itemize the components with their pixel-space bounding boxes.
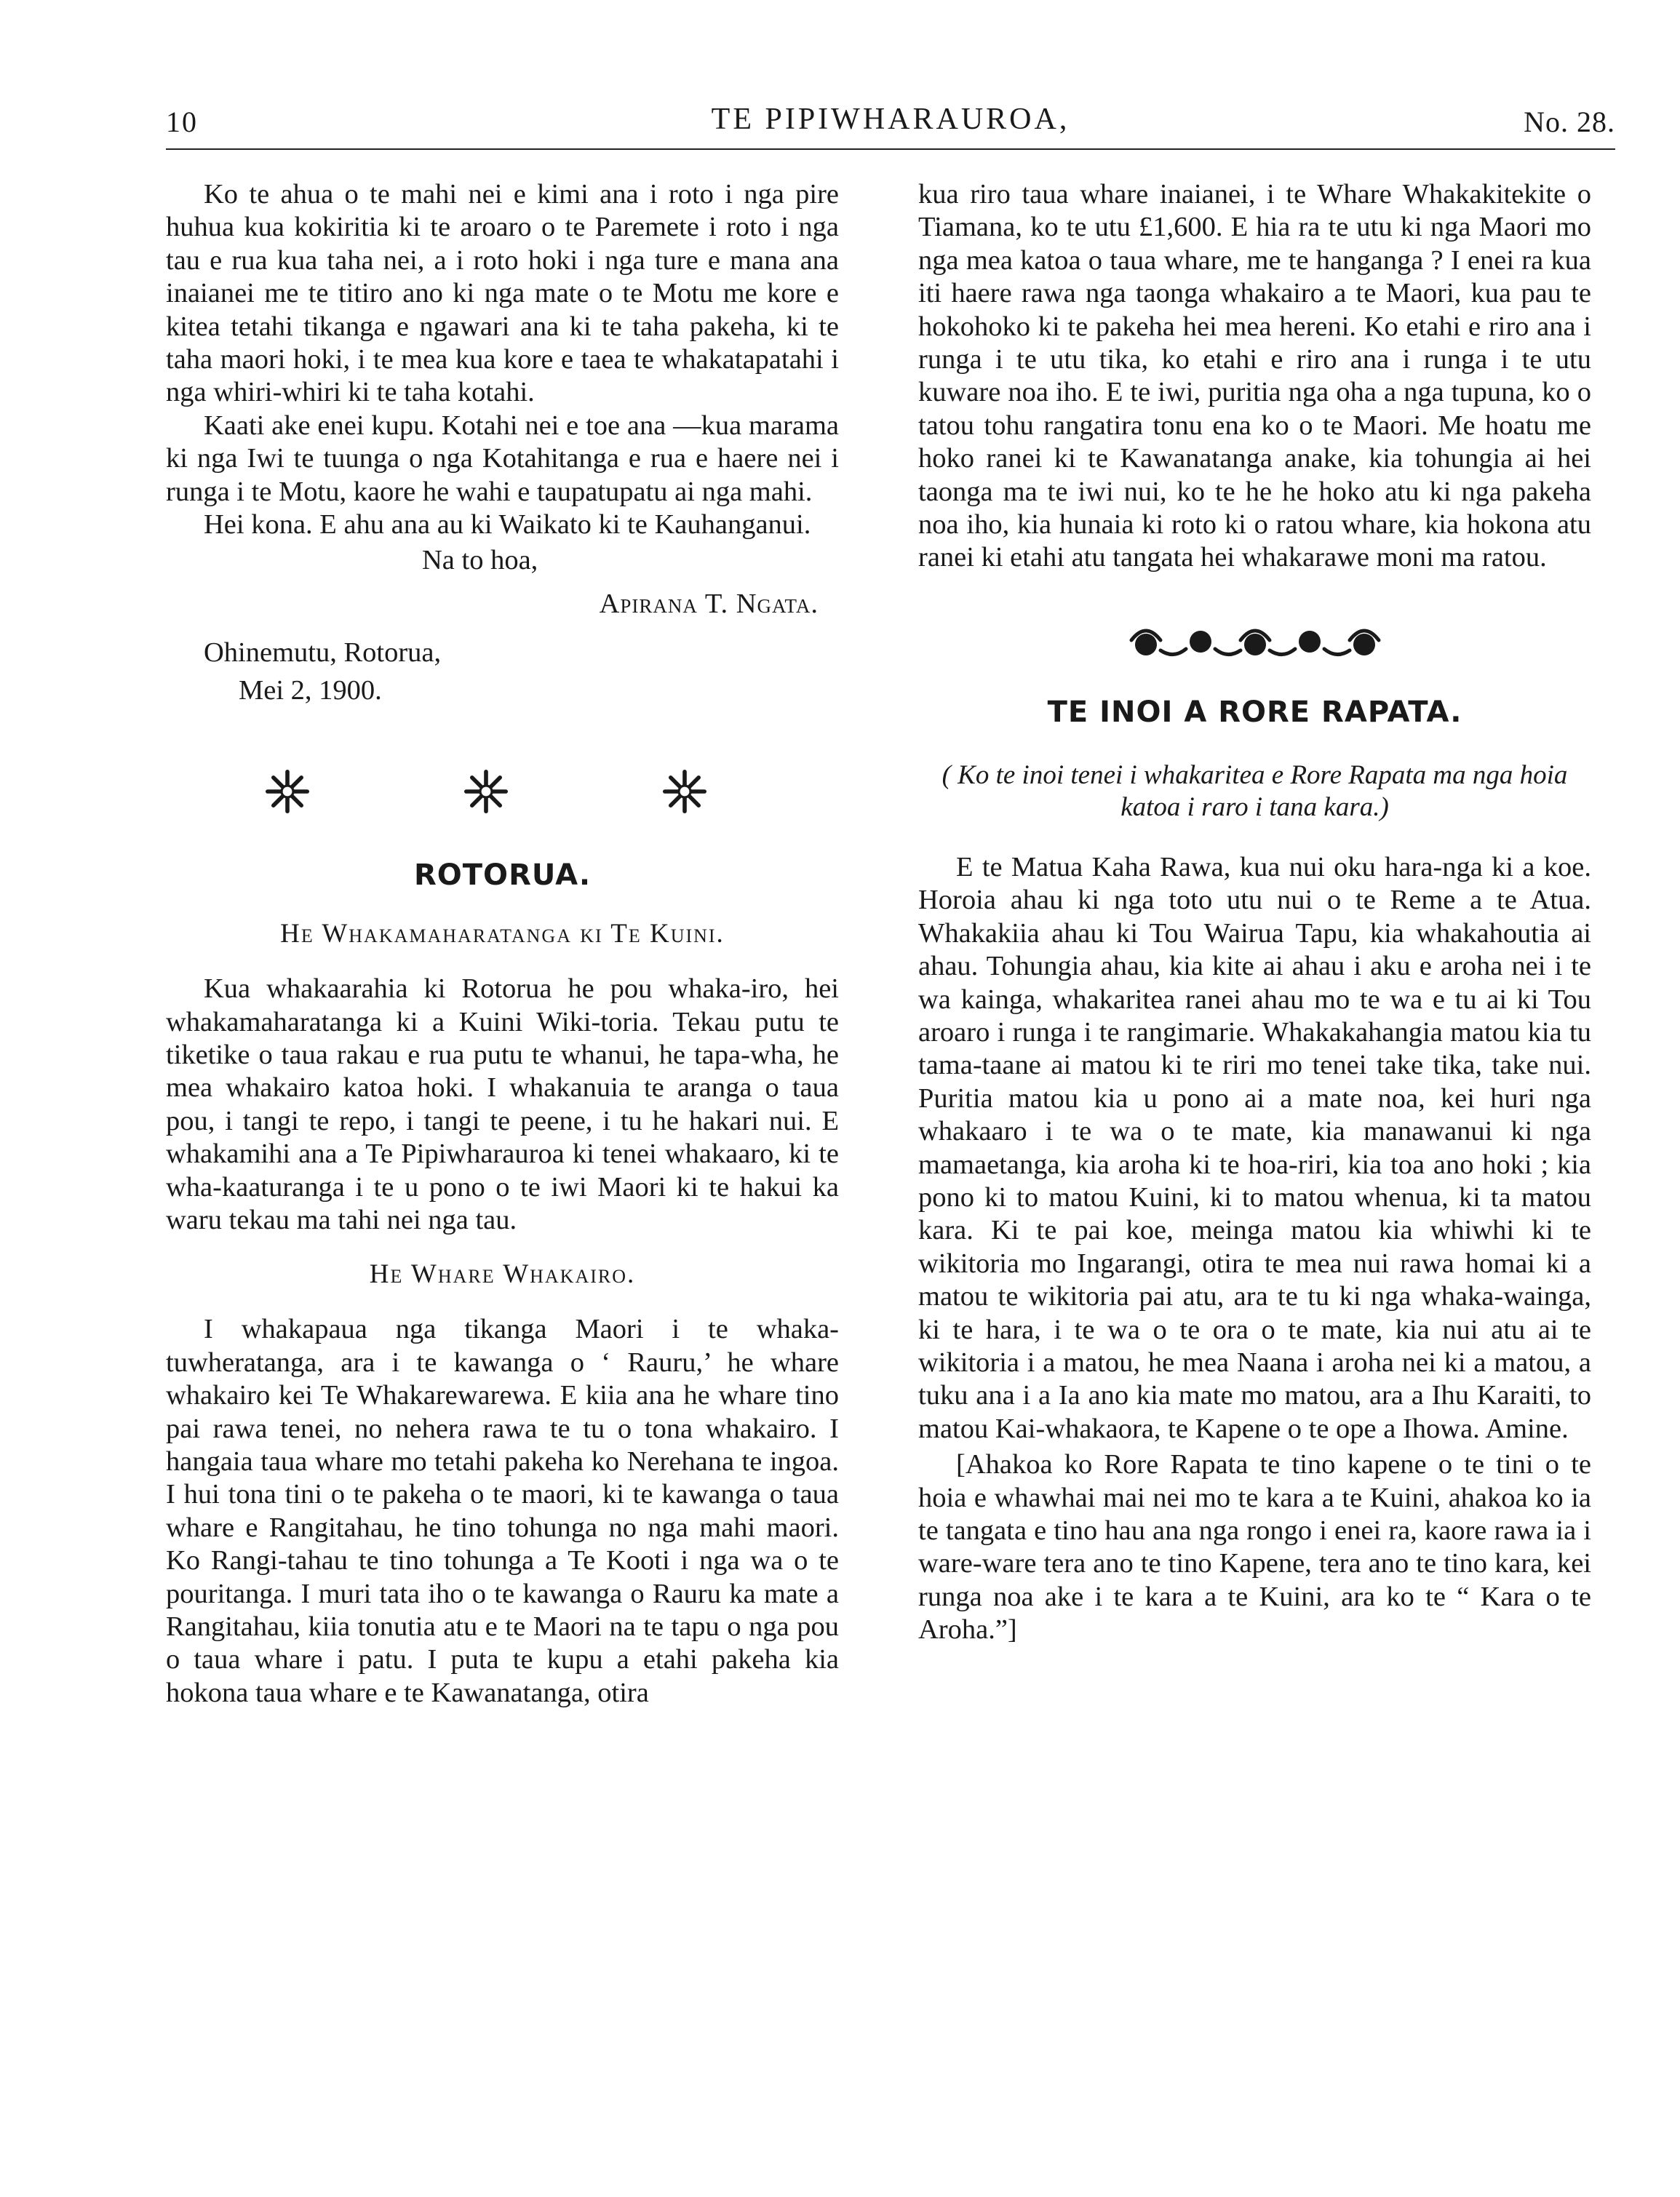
subheading-kuini: He Whakamaharatanga ki Te Kuini. [280, 919, 725, 949]
letter-date: Mei 2, 1900. [239, 674, 382, 706]
letter-signature: Apirana T. Ngata. [599, 588, 819, 619]
rotorua-paragraph: Kua whakaarahia ki Rotorua he pou whaka-iro, hei whakamaharatanga ki a Kuini Wiki-toria. Tekau putu te tiketike o taua rakau e rua putu te whanui, he tapa-wha, he mea whakairo katoa hoki. I whakanuia te aranga o taua pou, i tangi te repo, i tangi te peene, i tu he hakari nui. E whakamihi ana a Te Pipiwharauroa ki tenei whakaaro, ki te wha-kaaturanga i te u pono o te iwi Maori ki te hakui ka waru tekau ma tahi nei nga tau. [166, 973, 839, 1235]
subheading-whare-whakairo: He Whare Whakairo. [369, 1259, 636, 1290]
asterism-ornament-icon [264, 768, 311, 815]
page-header [166, 102, 1615, 150]
page-number: 10 [166, 105, 198, 138]
section-heading-inoi: TE INOI A RORE RAPATA. [1047, 695, 1462, 729]
continuation-paragraph: kua riro taua whare inaianei, i te Whare Whakakitekite o Tiamana, ko te utu £1,600. E hia ra te utu ki nga Maori mo nga mea katoa o taua whare, me te hanganga ? I enei ra kua iti haere rawa nga taonga whakairo a te Maori, kua pau te hokohoko ki te pakeha hei mea hereni. Ko etahi e riro ana i runga i te utu tika, ko etahi e riro ana i runga i te utu kuware noa iho. E te iwi, puritia nga oha a nga tupuna, ko o tatou tohu rangatira tonu ena ko o te Maori. Me hoatu me hoko ranei ki te Kawanatanga anake, kia tohungia ai hei taonga ma te iwi nui, ko te he he hoko atu ki nga pakeha noa iho, kia hunaia ki roto ki o ratou whare, kia hokona atu ranei ki etahi atu tangata hei whakarawe moni ma ratou. [918, 179, 1591, 573]
scroll-band-ornament [1117, 615, 1393, 666]
left-column [166, 178, 839, 1710]
inoi-prayer: E te Matua Kaha Rawa, kua nui oku hara-nga ki a koe. Horoia ahau ki nga toto utu nui o te Reme a te Atua. Whakakiia ahau ki Tou Wairua Tapu, kia whakahoutia ai ahau. Tohungia ahau, kia kite ai ahau i aku e aroha nei i te wa kainga, whakaritea ranei ahau mo te wa e tu ai ki Tou aroaro i runga i te rangimarie. Whakakahangia matou kia tu tama-taane ai matou ki te riri mo tenei take tika, take nui. Puritia matou kia u pono ai a mate noa, kei huri nga whakaaro i te wa o te mate, kia manawanui ki nga mamaetanga, kia aroha ki te hoa-riri, kia toa ano hoki ; kia pono ki to matou Kuini, ki to matou whenua, ki ta matou kara. Ki te pai koe, meinga matou kia whiwhi ki te wikitoria mo Ingarangi, otira te mea nui rawa homai ki a matou te wikitoria pai atu, ara te tu ki nga whaka-wainga, ki te hara, i te wa o te ora o te mate, kia nui atu ai te wikitoria i a matou, he mea Naana i aroha nei ki a matou, a tuku ana i a Ia ano kia mate mo matou, ara a Ihu Karaiti, to matou Kai-whakaora, te Kapene o te ope a Ihowa. Amine. [918, 851, 1591, 1444]
section-heading-rotorua: ROTORUA. [413, 858, 592, 893]
inoi-bracket-note: [Ahakoa ko Rore Rapata te tino kapene o te tini o te hoia e whawhai mai nei mo te kara a te Kuini, ahakoa ko ia te tangata e tino hau ana nga rongo i enei ra, kaore rawa ia i ware-ware tera ano te tino Kapene, tera ano te tino kara, kei runga noa ake i te kara a te Kuini, ara ko te “ Kara o te Aroha.”] [918, 1449, 1591, 1646]
star-divider [188, 768, 784, 815]
letter-paragraph: Hei kona. E ahu ana au ki Waikato ki te Kauhanganui. [204, 509, 811, 541]
asterism-ornament-icon [463, 768, 509, 815]
issue-number: No. 28. [1524, 105, 1615, 138]
whare-whakairo-paragraph: I whakapaua nga tikanga Maori i te whaka-tuwheratanga, ara i te kawanga o ‘ Rauru,’ he whare whakairo kei Te Whakarewarewa. E kiia ana he whare tino pai rawa tenei, no nehera rawa te tu o tona whakairo. I hangaia taua whare mo tetahi pakeha ko Nerehana te ingoa. I hui tona tini o te pakeha o te maori, ki te kawanga o taua whare e Rangitahau, he tino tohunga no nga mahi maori. Ko Rangi-tahau te tino tohunga a Te Kooti i nga wa o te pouritanga. I muri tata iho o te kawanga o Rauru ka mate a Rangitahau, kiia tonutia atu e te Maori na te tapu o nga pou o taua whare i patu. I puta te kupu a etahi pakeha kia hokona taua whare e te Kawanatanga, otira [166, 1314, 839, 1708]
letter-closing: Na to hoa, [422, 545, 538, 576]
inoi-italic-note: ( Ko te inoi tenei i whakaritea e Rore Rapata ma nga hoia katoa i raro i tana kara.) [941, 759, 1568, 822]
letter-paragraph: Kaati ake enei kupu. Kotahi nei e toe ana —kua marama ki nga Iwi te tuunga o nga Kotahitanga e rua e haere nei i runga i te Motu, kaore he wahi e taupatupatu ai nga mahi. [166, 410, 839, 507]
publication-title: TE PIPIWHARAUROA, [711, 103, 1070, 136]
asterism-ornament-icon [661, 768, 708, 815]
letter-paragraph: Ko te ahua o te mahi nei e kimi ana i roto i nga pire huhua kua kokiritia ki te aroaro o te Paremete i roto i nga tau e rua kua taha nei, a i roto hoki i nga ture e mana ana inaianei me te titiro ano ki nga mate o te Motu me kore e kitea tetahi tikanga e ngawari ana ki te taha pakeha, ki te taha maori hoki, i te mea kua kore e taea te whakatapatahi i nga whiri-whiri ki te taha kotahi. [166, 179, 839, 408]
right-column [918, 178, 1591, 1647]
letter-place: Ohinemutu, Rotorua, [204, 637, 442, 669]
